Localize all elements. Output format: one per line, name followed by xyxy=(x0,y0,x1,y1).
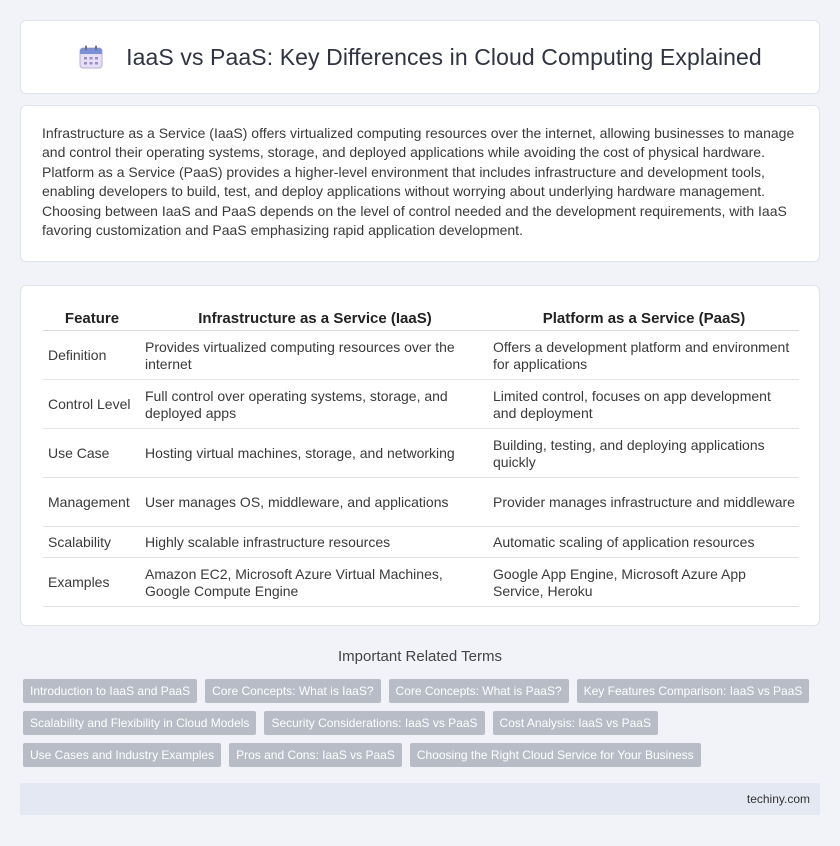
related-tag[interactable]: Introduction to IaaS and PaaS xyxy=(23,679,197,703)
related-tag[interactable]: Use Cases and Industry Examples xyxy=(23,743,221,767)
site-name[interactable]: techiny.com xyxy=(746,792,810,806)
related-tag[interactable]: Pros and Cons: IaaS vs PaaS xyxy=(229,743,402,767)
related-tag[interactable]: Security Considerations: IaaS vs PaaS xyxy=(264,711,484,735)
table-row xyxy=(43,478,799,527)
related-tag[interactable]: Core Concepts: What is IaaS? xyxy=(205,679,380,703)
table-row xyxy=(43,380,799,429)
related-tag[interactable]: Cost Analysis: IaaS vs PaaS xyxy=(493,711,658,735)
iaas-cell: Provides virtualized computing resources over the internet xyxy=(141,331,489,380)
footer xyxy=(20,783,820,815)
iaas-cell: Highly scalable infrastructure resources xyxy=(141,527,489,558)
paas-cell: Limited control, focuses on app development and deployment xyxy=(489,380,799,429)
related-tag[interactable]: Core Concepts: What is PaaS? xyxy=(389,679,569,703)
paas-cell: Building, testing, and deploying applications quickly xyxy=(489,429,799,478)
iaas-cell: User manages OS, middleware, and applications xyxy=(141,478,489,527)
feature-cell: Scalability xyxy=(43,527,141,558)
intro-paragraph: Infrastructure as a Service (IaaS) offers virtualized computing resources over the internet, allowing businesses to manage and control their operating systems, storage, and deployed applications while avoiding the cost of physical hardware. Platform as a Service (PaaS) provides a higher-level environment that includes infrastructure and development tools, enabling developers to build, test, and deploy applications without worrying about underlying hardware management. Choosing between IaaS and PaaS depends on the level of control needed and the development requirements, with IaaS favoring customization and PaaS emphasizing rapid application development. xyxy=(42,125,795,239)
related-tag[interactable]: Scalability and Flexibility in Cloud Models xyxy=(23,711,256,735)
table-row xyxy=(43,527,799,558)
table-row xyxy=(43,429,799,478)
feature-cell: Control Level xyxy=(43,380,141,429)
calendar-icon xyxy=(78,44,104,70)
related-tags xyxy=(23,679,823,775)
header-feature: Feature xyxy=(43,307,141,331)
paas-cell: Automatic scaling of application resources xyxy=(489,527,799,558)
header-iaas: Infrastructure as a Service (IaaS) xyxy=(141,307,489,331)
paas-cell: Offers a development platform and environment for applications xyxy=(489,331,799,380)
header-paas: Platform as a Service (PaaS) xyxy=(489,307,799,331)
intro-card xyxy=(20,105,820,262)
related-tag[interactable]: Choosing the Right Cloud Service for Your Business xyxy=(410,743,701,767)
feature-cell: Management xyxy=(43,478,141,527)
iaas-cell: Amazon EC2, Microsoft Azure Virtual Machines, Google Compute Engine xyxy=(141,558,489,607)
table-row xyxy=(43,331,799,380)
feature-cell: Definition xyxy=(43,331,141,380)
comparison-table xyxy=(43,307,799,607)
related-tag[interactable]: Key Features Comparison: IaaS vs PaaS xyxy=(577,679,810,703)
comparison-card xyxy=(20,285,820,626)
iaas-cell: Hosting virtual machines, storage, and networking xyxy=(141,429,489,478)
table-row xyxy=(43,558,799,607)
table-header-row xyxy=(43,307,799,331)
feature-cell: Use Case xyxy=(43,429,141,478)
related-terms-title: Important Related Terms xyxy=(338,648,502,665)
title-card xyxy=(20,20,820,94)
paas-cell: Google App Engine, Microsoft Azure App Service, Heroku xyxy=(489,558,799,607)
iaas-cell: Full control over operating systems, storage, and deployed apps xyxy=(141,380,489,429)
paas-cell: Provider manages infrastructure and middleware xyxy=(489,478,799,527)
feature-cell: Examples xyxy=(43,558,141,607)
page-title: IaaS vs PaaS: Key Differences in Cloud Computing Explained xyxy=(126,43,762,70)
